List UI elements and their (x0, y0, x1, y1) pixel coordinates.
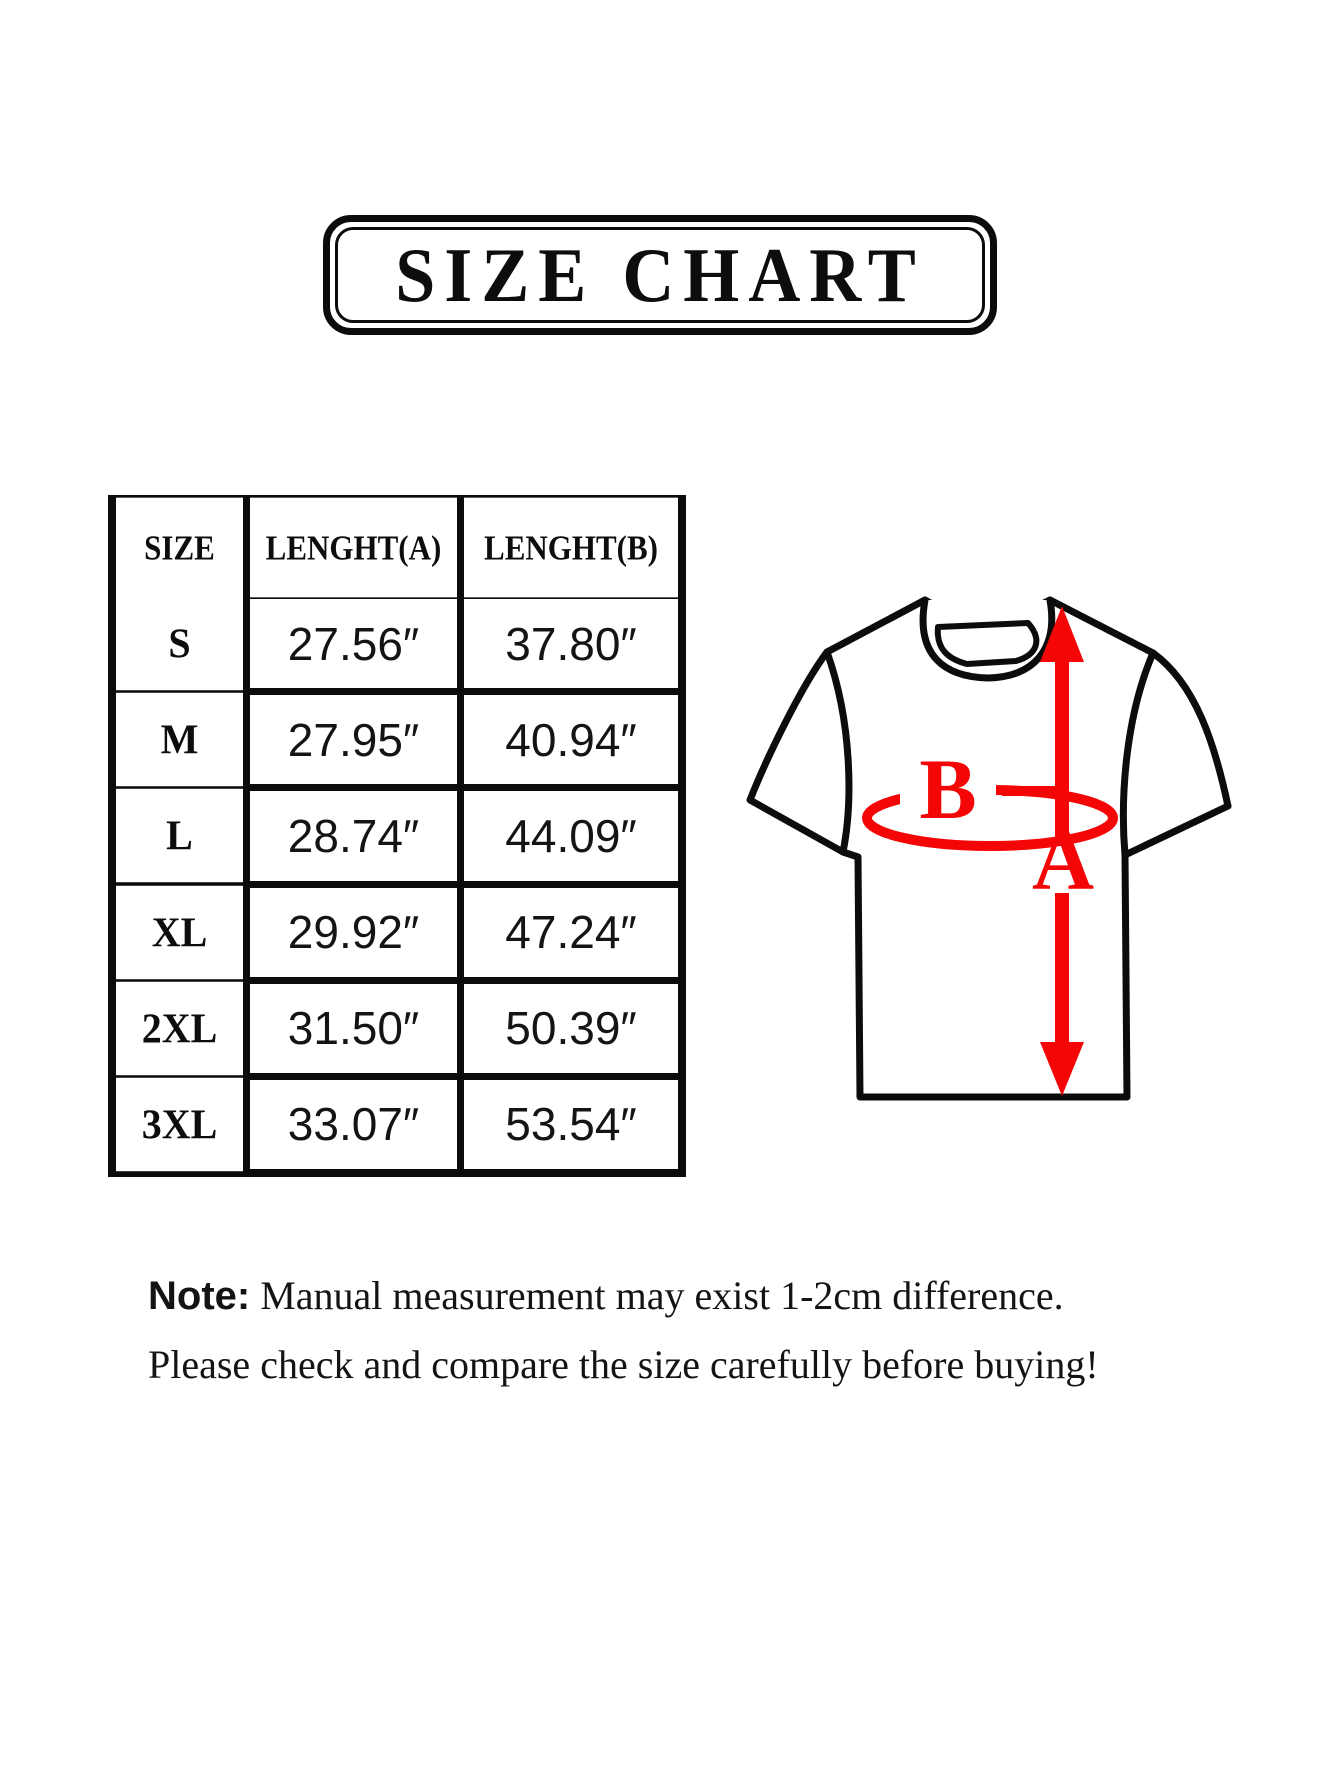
length-b-cell: 37.80″ (464, 599, 678, 688)
length-b-cell: 47.24″ (464, 888, 678, 977)
length-b-cell: 50.39″ (464, 984, 678, 1073)
length-a-cell: 27.56″ (250, 599, 457, 688)
size-cell: M (116, 693, 243, 787)
length-b-cell: 53.54″ (464, 1080, 678, 1169)
column-header-size: SIZE (116, 498, 243, 598)
size-cell: XL (116, 885, 243, 979)
note-line-1 (148, 1272, 1248, 1319)
length-a-cell: 33.07″ (250, 1080, 457, 1169)
length-b-cell: 40.94″ (464, 695, 678, 784)
collar-inner (938, 623, 1037, 664)
note-line-1-text: Manual measurement may exist 1-2cm difference. (250, 1273, 1064, 1318)
column-header-length-b: LENGHT(B) (464, 498, 678, 598)
label-b: B (919, 741, 977, 837)
size-cell: L (116, 789, 243, 883)
size-cell: 2XL (116, 981, 243, 1075)
length-a-cell: 29.92″ (250, 888, 457, 977)
length-a-cell: 28.74″ (250, 791, 457, 880)
column-header-length-a: LENGHT(A) (250, 498, 457, 598)
size-table (108, 495, 686, 1177)
size-cell: 3XL (116, 1078, 243, 1172)
label-a: A (1031, 812, 1095, 908)
note-section (148, 1272, 1248, 1388)
note-line-2: Please check and compare the size carefully before buying! (148, 1342, 1099, 1387)
title-badge (323, 215, 997, 335)
length-a-cell: 31.50″ (250, 984, 457, 1073)
length-a-cell: 27.95″ (250, 695, 457, 784)
tshirt-illustration (640, 580, 1250, 1110)
length-b-cell: 44.09″ (464, 791, 678, 880)
note-label: Note: (148, 1274, 251, 1318)
size-cell: S (116, 597, 243, 691)
page-title: SIZE CHART (395, 231, 925, 318)
